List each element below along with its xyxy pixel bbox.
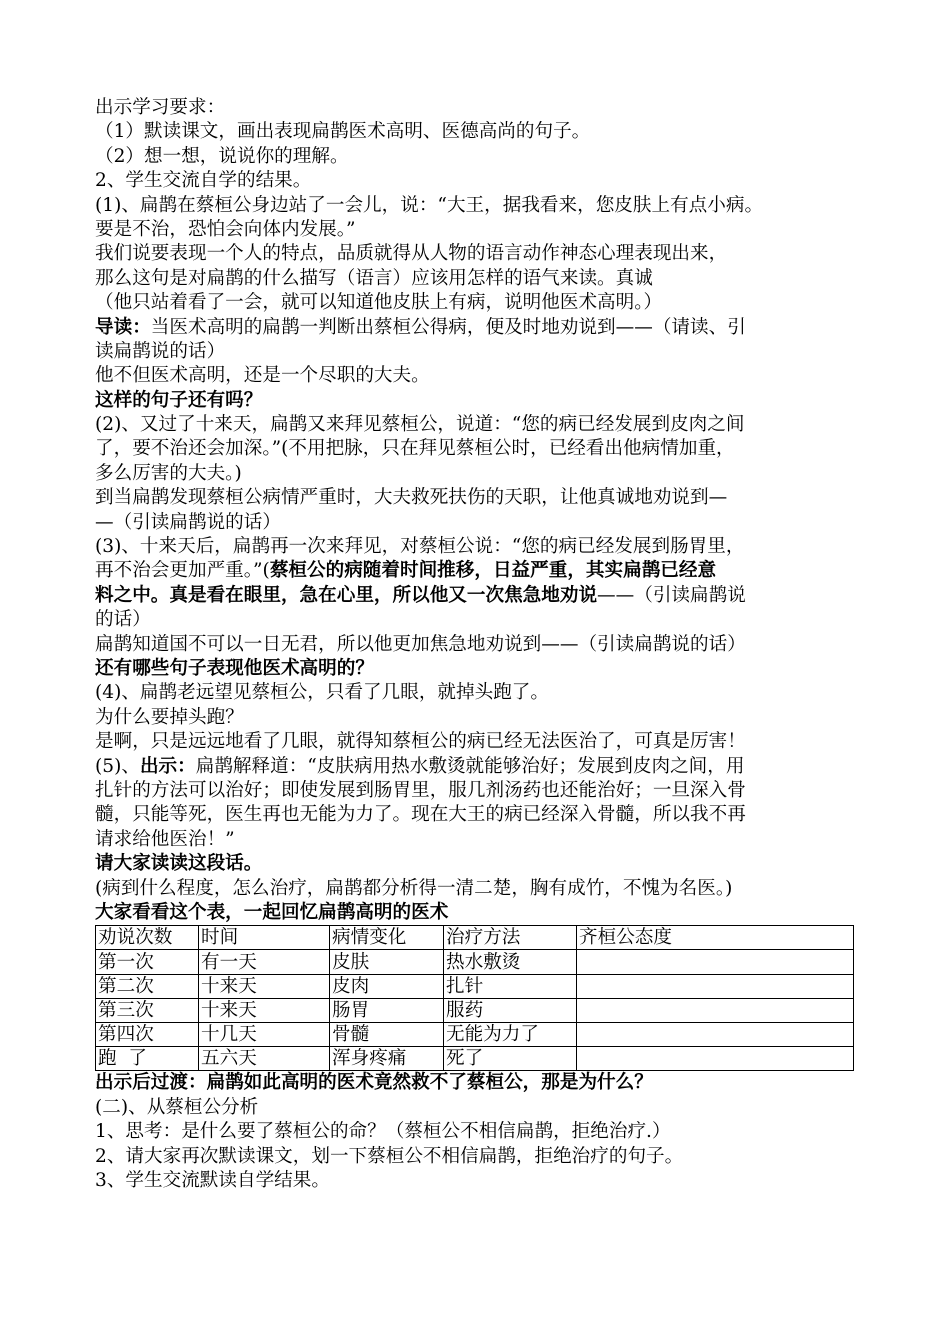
- table-cell: 热水敷烫: [444, 950, 577, 974]
- plain-text: ——（引读扁鹊说: [597, 584, 746, 606]
- text-line: 为什么要掉头跑？: [95, 706, 244, 728]
- text-line: (1)、扁鹊在蔡桓公身边站了一会儿，说：“大王，据我看来，您皮肤上有点小病。: [95, 194, 764, 216]
- table-header-cell: 治疗方法: [444, 926, 577, 950]
- table-cell: 第三次: [96, 998, 199, 1022]
- text-line: 请求给他医治！”: [95, 828, 235, 850]
- text-line: 2、请大家再次默读课文，划一下蔡桓公不相信扁鹊，拒绝治疗的句子。: [95, 1145, 684, 1167]
- text-line: 我们说要表现一个人的特点，品质就得从人物的语言动作神态心理表现出来，: [95, 243, 728, 265]
- text-line: —（引读扁鹊说的话）: [95, 511, 281, 533]
- table-header-cell: 病情变化: [330, 926, 444, 950]
- table-cell: 无能为力了: [444, 1023, 577, 1047]
- transition-heading: 出示后过渡：扁鹊如此高明的医术竟然救不了蔡桓公，那是为什么？: [95, 1072, 653, 1094]
- table-cell: 服药: [444, 998, 577, 1022]
- text-line: (病到什么程度，怎么治疗，扁鹊都分析得一清二楚，胸有成竹，不愧为名医。): [95, 877, 733, 899]
- table-cell: 跑 了: [96, 1047, 199, 1071]
- table-header-cell: 齐桓公态度: [577, 926, 854, 950]
- plain-text: 再不治会更加严重。”(: [95, 560, 270, 582]
- table-cell: [577, 974, 854, 998]
- text-line: 2、学生交流自学的结果。: [95, 170, 312, 192]
- show-line: [95, 755, 865, 779]
- text-line: 读扁鹊说的话）: [95, 340, 226, 362]
- bold-text: 料之中。真是看在眼里，急在心里，所以他又一次焦急地劝说: [95, 584, 598, 606]
- guide-label: 导读：: [95, 316, 151, 338]
- table-header-row: [96, 926, 854, 950]
- table-cell: 骨髓: [330, 1023, 444, 1047]
- text-line: (4)、扁鹊老远望见蔡桓公，只看了几眼，就掉头跑了。: [95, 682, 549, 704]
- mixed-line: [95, 584, 865, 608]
- table-cell: 第二次: [96, 974, 199, 998]
- text-line: 的话）: [95, 609, 151, 631]
- table-cell: 十来天: [199, 974, 330, 998]
- table-cell: 有一天: [199, 950, 330, 974]
- text-line: 3、学生交流默读自学结果。: [95, 1169, 330, 1191]
- table-cell: 浑身疼痛: [330, 1047, 444, 1071]
- table-cell: 皮肉: [330, 974, 444, 998]
- question-heading: 请大家读读这段话。: [95, 853, 263, 875]
- table-cell: 第四次: [96, 1023, 199, 1047]
- table-row: [96, 1047, 854, 1071]
- text-line: (2)、又过了十来天，扁鹊又来拜见蔡桓公，说道：“您的病已经发展到皮肉之间: [95, 414, 745, 436]
- table-cell: 五六天: [199, 1047, 330, 1071]
- table-cell: 肠胃: [330, 998, 444, 1022]
- text-line: （2）想一想，说说你的理解。: [95, 145, 349, 167]
- text-line: 髓，只能等死，医生再也无能为力了。现在大王的病已经深入骨髓，所以我不再: [95, 804, 746, 826]
- text-line: 扁鹊知道国不可以一日无君，所以他更加焦急地劝说到——（引读扁鹊说的话）: [95, 633, 746, 655]
- table-cell: 第一次: [96, 950, 199, 974]
- table-cell: 十来天: [199, 998, 330, 1022]
- table-row: [96, 974, 854, 998]
- table-cell: [577, 998, 854, 1022]
- text-line: 那么这句是对扁鹊的什么描写（语言）应该用怎样的语气来读。真诚: [95, 267, 653, 289]
- mixed-line: [95, 559, 865, 583]
- table-cell: 皮肤: [330, 950, 444, 974]
- text-line: （1）默读课文，画出表现扁鹊医术高明、医德高尚的句子。: [95, 121, 591, 143]
- text-line: (二)、从蔡桓公分析: [95, 1096, 259, 1118]
- guide-text: 当医术高明的扁鹊一判断出蔡桓公得病，便及时地劝说到——（请读、引: [150, 316, 746, 338]
- guide-line: [95, 316, 865, 340]
- text-line: 到当扁鹊发现蔡桓公病情严重时，大夫救死扶伤的天职，让他真诚地劝说到—: [95, 487, 728, 509]
- table-row: [96, 950, 854, 974]
- text-line: （他只站着看了一会，就可以知道他皮肤上有病，说明他医术高明。）: [95, 292, 663, 314]
- show-label: 出示：: [139, 755, 196, 777]
- text-line: 了，要不治还会加深。”(不用把脉，只在拜见蔡桓公时，已经看出他病情加重，: [95, 438, 735, 460]
- table-cell: 扎针: [444, 974, 577, 998]
- table-header-cell: 时间: [199, 926, 330, 950]
- table-cell: [577, 950, 854, 974]
- bold-text: 蔡桓公的病随着时间推移，日益严重，其实扁鹊已经意: [269, 560, 717, 582]
- text-line: 扎针的方法可以治好；即使发展到肠胃里，服几剂汤药也还能治好；一旦深入骨: [95, 779, 746, 801]
- question-heading: 这样的句子还有吗？: [95, 389, 263, 411]
- table-cell: [577, 1023, 854, 1047]
- table-row: [96, 998, 854, 1022]
- text-line: 出示学习要求：: [95, 97, 226, 118]
- show-prefix: (5)、: [95, 755, 140, 777]
- table-row: [96, 1023, 854, 1047]
- text-line: (3)、十来天后，扁鹊再一次来拜见，对蔡桓公说：“您的病已经发展到肠胃里，: [95, 536, 745, 558]
- table-title: 大家看看这个表，一起回忆扁鹊高明的医术: [95, 901, 449, 923]
- text-line: 要是不治，恐怕会向体内发展。”: [95, 218, 356, 240]
- table-cell: [577, 1047, 854, 1071]
- text-line: 1、思考：是什么要了蔡桓公的命？（蔡桓公不相信扁鹊，拒绝治疗.）: [95, 1121, 671, 1143]
- show-text: 扁鹊解释道：“皮肤病用热水敷烫就能够治好；发展到皮肉之间，用: [195, 755, 745, 777]
- document-page: [95, 96, 865, 1193]
- table-cell: 死了: [444, 1047, 577, 1071]
- table-cell: 十几天: [199, 1023, 330, 1047]
- table-header-cell: 劝说次数: [96, 926, 199, 950]
- text-line: 他不但医术高明，还是一个尽职的大夫。: [95, 365, 430, 387]
- question-heading: 还有哪些句子表现他医术高明的？: [95, 657, 374, 679]
- summary-table: [95, 925, 854, 1071]
- text-line: 是啊，只是远远地看了几眼，就得知蔡桓公的病已经无法医治了，可真是厉害！: [95, 731, 746, 753]
- text-line: 多么厉害的大夫。): [95, 462, 242, 484]
